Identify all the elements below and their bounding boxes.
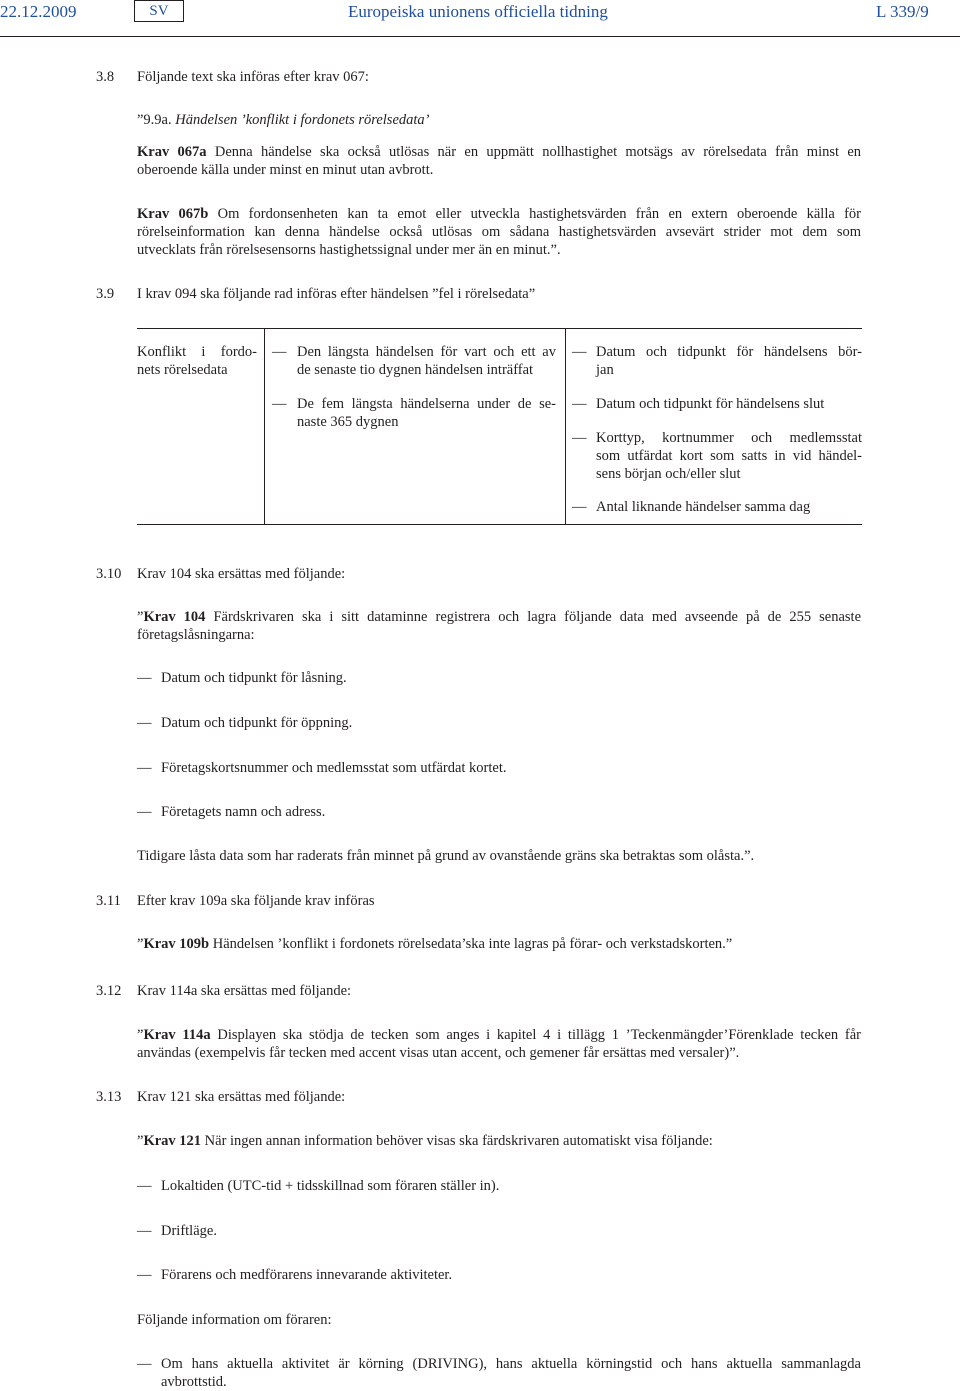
requirement-text: oberoende källa under minst en minut utan avbrott. bbox=[137, 162, 434, 178]
section-intro: Följande text ska införas efter krav 067: bbox=[137, 69, 369, 85]
requirement-label: Krav 109b bbox=[143, 936, 210, 952]
dash-bullet: — bbox=[572, 499, 587, 515]
table-cell-data bbox=[596, 343, 862, 379]
table-cell-data bbox=[596, 395, 862, 413]
cell-text: Korttyp, kortnummer och medlemsstat bbox=[596, 430, 862, 446]
subsection-title: Händelsen ’konflikt i fordonets rörelsedata’ bbox=[175, 112, 430, 128]
page-reference: L 339/9 bbox=[876, 2, 929, 21]
requirement-label: Krav 067b bbox=[137, 206, 209, 222]
requirement-text: utvecklats från rörelsesensorns hastighetssignal under mer än en minut.”. bbox=[137, 242, 561, 258]
section-number: 3.8 bbox=[96, 69, 115, 85]
dash-bullet: — bbox=[272, 344, 287, 360]
requirement-label: Krav 121 bbox=[143, 1133, 202, 1149]
table-column-divider bbox=[264, 328, 265, 524]
dash-bullet: — bbox=[137, 1178, 152, 1194]
dash-bullet: — bbox=[572, 396, 587, 412]
requirement-text: Händelsen ’konflikt i fordonets rörelsedata’ska inte lagras på förar- och verkstadskorten.” bbox=[212, 936, 733, 952]
language-badge: SV bbox=[134, 0, 184, 22]
list-item: Företagets namn och adress. bbox=[161, 804, 326, 820]
requirement-label: Krav 067a bbox=[137, 144, 207, 160]
header-rule bbox=[0, 36, 960, 37]
dash-bullet: — bbox=[137, 715, 152, 731]
requirement-text: användas (exempelvis får tecken med accent visas utan accent, och gemener får ersättas med versaler)”. bbox=[137, 1045, 740, 1061]
table-top-rule bbox=[137, 328, 862, 329]
subsection-number: ”9.9a. bbox=[137, 112, 172, 128]
requirement-text: Färdskrivaren ska i sitt dataminne registrera och lagra följande data med avseende på de 255 senaste bbox=[213, 609, 862, 625]
requirement-label: Krav 114a bbox=[143, 1027, 211, 1043]
list-item: Företagskortsnummer och medlemsstat som utfärdat kortet. bbox=[161, 760, 507, 776]
section-number: 3.11 bbox=[96, 893, 121, 909]
requirement-104: ”Krav 104 Färdskrivaren ska i sitt dataminne registrera och lagra följande data med avseende på de 255 senaste företagslåsningarna: bbox=[137, 609, 862, 643]
table-cell-record bbox=[297, 395, 556, 431]
cell-text: Antal liknande händelser samma dag bbox=[596, 499, 811, 515]
dash-bullet: — bbox=[572, 344, 587, 360]
closing-text: Tidigare låsta data som har raderats från minnet på grund av ovanstående gräns ska betraktas som olåsta.”. bbox=[137, 848, 755, 864]
header-date: 22.12.2009 bbox=[0, 2, 77, 21]
driver-info-label: Följande information om föraren: bbox=[137, 1312, 332, 1328]
list-item-text: Om hans aktuella aktivitet är körning (DRIVING), hans aktuella körningstid och hans aktuella sammanlagda bbox=[161, 1356, 861, 1372]
dash-bullet: — bbox=[137, 804, 152, 820]
list-item: Lokaltiden (UTC-tid + tidsskillnad som föraren ställer in). bbox=[161, 1178, 500, 1194]
table-column-divider bbox=[565, 328, 566, 524]
list-item-text: avbrottstid. bbox=[161, 1374, 227, 1390]
list-item: Datum och tidpunkt för öppning. bbox=[161, 715, 353, 731]
requirement-109b: ”Krav 109b Händelsen ’konflikt i fordonets rörelsedata’ska inte lagras på förar- och verkstadskorten.” bbox=[137, 936, 733, 952]
section-intro: Efter krav 109a ska följande krav införas bbox=[137, 893, 375, 909]
cell-text: jan bbox=[596, 362, 614, 378]
cell-text: De fem längsta händelserna under de se- bbox=[297, 396, 556, 412]
table-cell-event bbox=[137, 343, 257, 379]
journal-title: Europeiska unionens officiella tidning bbox=[348, 2, 608, 21]
dash-bullet: — bbox=[137, 1223, 152, 1239]
dash-bullet: — bbox=[137, 670, 152, 686]
section-number: 3.10 bbox=[96, 566, 122, 582]
list-item: Datum och tidpunkt för låsning. bbox=[161, 670, 347, 686]
requirement-114a: ”Krav 114a Displayen ska stödja de tecken som anges i kapitel 4 i tillägg 1 ’Teckenmängder’Förenklade tecken får användas (exempelvis får tecken med accent visas utan accent, och gemener får ersättas med versaler)”. bbox=[137, 1027, 861, 1061]
cell-text: Den längsta händelsen för vart och ett av bbox=[297, 344, 556, 360]
cell-text: Konflikt i fordo- bbox=[137, 344, 257, 360]
section-number: 3.12 bbox=[96, 983, 122, 999]
dash-bullet: — bbox=[272, 396, 287, 412]
section-intro: Krav 121 ska ersättas med följande: bbox=[137, 1089, 346, 1105]
list-item: Förarens och medförarens innevarande aktiviteter. bbox=[161, 1267, 453, 1283]
requirement-text: Om fordonsenheten kan ta emot eller utveckla hastighetsvärden från en extern oberoende källa för bbox=[217, 206, 862, 222]
requirement-text: Displayen ska stödja de tecken som anges i kapitel 4 i tillägg 1 ’Teckenmängder’Förenklade tecken får bbox=[217, 1027, 861, 1043]
cell-text: Datum och tidpunkt för händelsens bör- bbox=[596, 344, 862, 360]
requirement-067b bbox=[137, 205, 861, 259]
cell-text: som utfärdat kort som satts in vid händel- bbox=[596, 448, 862, 464]
requirement-text: När ingen annan information behöver visas ska färdskrivaren automatiskt visa följande: bbox=[204, 1133, 713, 1149]
cell-text: naste 365 dygnen bbox=[297, 414, 399, 430]
section-intro: I krav 094 ska följande rad införas efter händelsen ”fel i rörelsedata” bbox=[137, 286, 536, 302]
dash-bullet: — bbox=[137, 1356, 152, 1372]
table-cell-data bbox=[596, 429, 862, 483]
subsection-heading bbox=[137, 111, 430, 129]
cell-text: nets rörelsedata bbox=[137, 362, 228, 378]
table-cell-record bbox=[297, 343, 556, 379]
section-number: 3.9 bbox=[96, 286, 115, 302]
list-item bbox=[161, 1355, 861, 1391]
requirement-067a bbox=[137, 143, 861, 179]
table-cell-data bbox=[596, 498, 862, 516]
dash-bullet: — bbox=[137, 760, 152, 776]
dash-bullet: — bbox=[572, 430, 587, 446]
table-bottom-rule bbox=[137, 524, 862, 525]
section-intro: Krav 104 ska ersättas med följande: bbox=[137, 566, 346, 582]
section-number: 3.13 bbox=[96, 1089, 122, 1105]
list-item: Driftläge. bbox=[161, 1223, 217, 1239]
requirement-121: ”Krav 121 När ingen annan information behöver visas ska färdskrivaren automatiskt visa följande: bbox=[137, 1133, 713, 1149]
requirement-text: företagslåsningarna: bbox=[137, 627, 255, 643]
requirement-label: Krav 104 bbox=[143, 609, 206, 625]
requirement-text: Denna händelse ska också utlösas när en uppmätt nollhastighet motsägs av rörelsedata från minst en bbox=[214, 144, 862, 160]
cell-text: de senaste tio dygnen händelsen inträffat bbox=[297, 362, 534, 378]
requirement-text: rörelseinformation kan denna händelse också utlösas om sådana hastighetsvärden avsevärt strider mot dem som bbox=[137, 224, 861, 240]
cell-text: Datum och tidpunkt för händelsens slut bbox=[596, 396, 825, 412]
cell-text: sens början och/eller slut bbox=[596, 466, 741, 482]
section-intro: Krav 114a ska ersättas med följande: bbox=[137, 983, 352, 999]
dash-bullet: — bbox=[137, 1267, 152, 1283]
